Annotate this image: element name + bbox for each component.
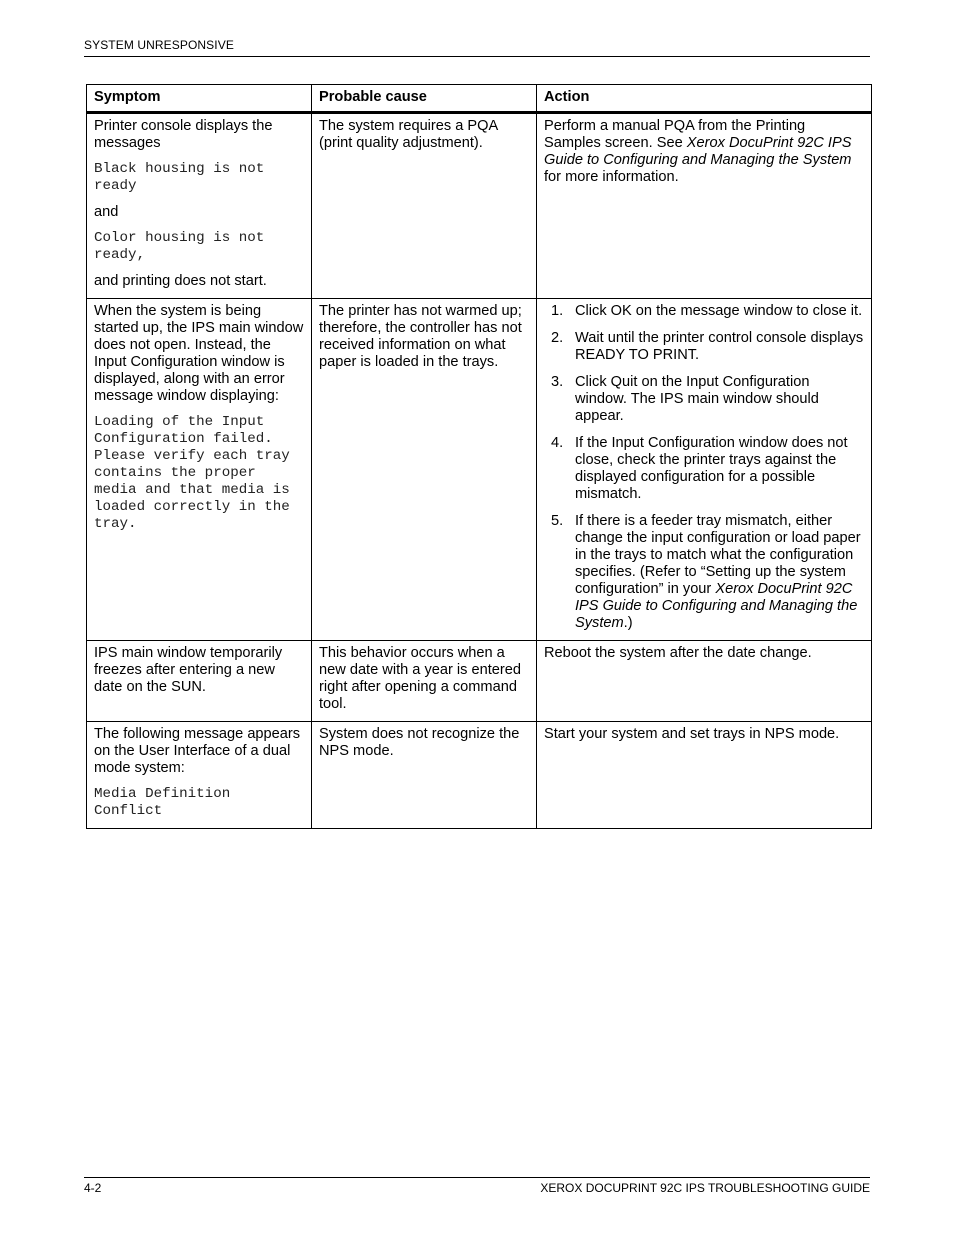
guide-reference: Xerox DocuPrint 92C IPS Guide to Configuring and Managing the System: [544, 135, 852, 168]
step-number: 1.: [551, 303, 564, 319]
action-cell: [537, 113, 872, 299]
step-text: Click Quit on the Input Configuration window. The IPS main window should appear.: [575, 374, 819, 424]
action-step: [544, 513, 864, 632]
running-header: SYSTEM UNRESPONSIVE: [84, 38, 234, 52]
step-text: If there is a feeder tray mismatch, either change the input configuration or load paper in the trays to match what the configuration specifies. (Refer to “Setting up the system configuration” in your: [575, 513, 861, 597]
cause-text: The system requires a PQA (print quality adjustment).: [319, 118, 498, 151]
action-step: [544, 303, 864, 320]
action-step: [544, 435, 864, 503]
cause-cell: [312, 641, 537, 722]
column-header-symptom: Symptom: [87, 85, 312, 113]
cause-cell: [312, 113, 537, 299]
step-number: 3.: [551, 374, 564, 390]
table-header-row: [87, 85, 872, 113]
cause-cell: [312, 722, 537, 829]
console-message: Black housing is not ready: [94, 161, 265, 194]
table-row: [87, 113, 872, 299]
guide-reference: Xerox DocuPrint 92C IPS Guide to Configuring and Managing the System: [575, 581, 858, 631]
error-message: Loading of the Input Configuration failed. Please verify each tray contains the proper media and that media is loaded correctly in the tray.: [94, 414, 290, 532]
action-text-part: Perform a manual PQA from the Printing Samples screen. See: [544, 118, 806, 151]
console-message: Color housing is not ready,: [94, 230, 265, 263]
symptom-text: When the system is being started up, the IPS main window does not open. Instead, the Input Configuration window is displayed, along with an error message window displaying:: [94, 303, 304, 404]
table-row: [87, 299, 872, 641]
column-header-action: Action: [537, 85, 872, 113]
symptom-text: The following message appears on the User Interface of a dual mode system:: [94, 726, 301, 776]
action-step: [544, 374, 864, 425]
error-message: Media Definition Conflict: [94, 786, 231, 819]
action-cell: [537, 641, 872, 722]
step-text: If the Input Configuration window does not close, check the printer trays against the displayed configuration for a possible mismatch.: [575, 435, 848, 502]
step-number: 2.: [551, 330, 564, 346]
step-number: 5.: [551, 513, 564, 529]
symptom-cell: [87, 722, 312, 829]
page-number: 4-2: [84, 1181, 102, 1195]
footer-divider: [84, 1177, 870, 1178]
table-row: [87, 641, 872, 722]
action-text: [544, 118, 864, 186]
symptom-text: and printing does not start.: [94, 273, 267, 289]
troubleshooting-table: [86, 84, 872, 829]
step-text: Click OK on the message window to close it.: [575, 303, 863, 319]
cause-cell: [312, 299, 537, 641]
symptom-cell: [87, 113, 312, 299]
symptom-text: and: [94, 204, 119, 220]
step-text: Wait until the printer control console displays READY TO PRINT.: [575, 330, 864, 363]
symptom-cell: [87, 641, 312, 722]
action-text: Start your system and set trays in NPS mode.: [544, 726, 840, 742]
symptom-cell: [87, 299, 312, 641]
action-cell: [537, 722, 872, 829]
running-footer-title: XEROX DOCUPRINT 92C IPS TROUBLESHOOTING GUIDE: [540, 1181, 870, 1195]
cause-text: System does not recognize the NPS mode.: [319, 726, 520, 759]
symptom-text: IPS main window temporarily freezes after entering a new date on the SUN.: [94, 645, 283, 695]
header-divider: [84, 56, 870, 57]
step-number: 4.: [551, 435, 564, 451]
action-step: [544, 330, 864, 364]
action-text-part: for more information.: [544, 169, 679, 185]
column-header-cause: Probable cause: [312, 85, 537, 113]
action-text: Reboot the system after the date change.: [544, 645, 812, 661]
symptom-text: Printer console displays the messages: [94, 118, 273, 151]
action-cell: [537, 299, 872, 641]
cause-text: This behavior occurs when a new date with a year is entered right after opening a command tool.: [319, 645, 521, 712]
step-text: .): [623, 615, 633, 631]
cause-text: The printer has not warmed up; therefore, the controller has not received information on what paper is loaded in the trays.: [319, 303, 522, 370]
table-row: [87, 722, 872, 829]
action-steps-list: [544, 303, 864, 632]
